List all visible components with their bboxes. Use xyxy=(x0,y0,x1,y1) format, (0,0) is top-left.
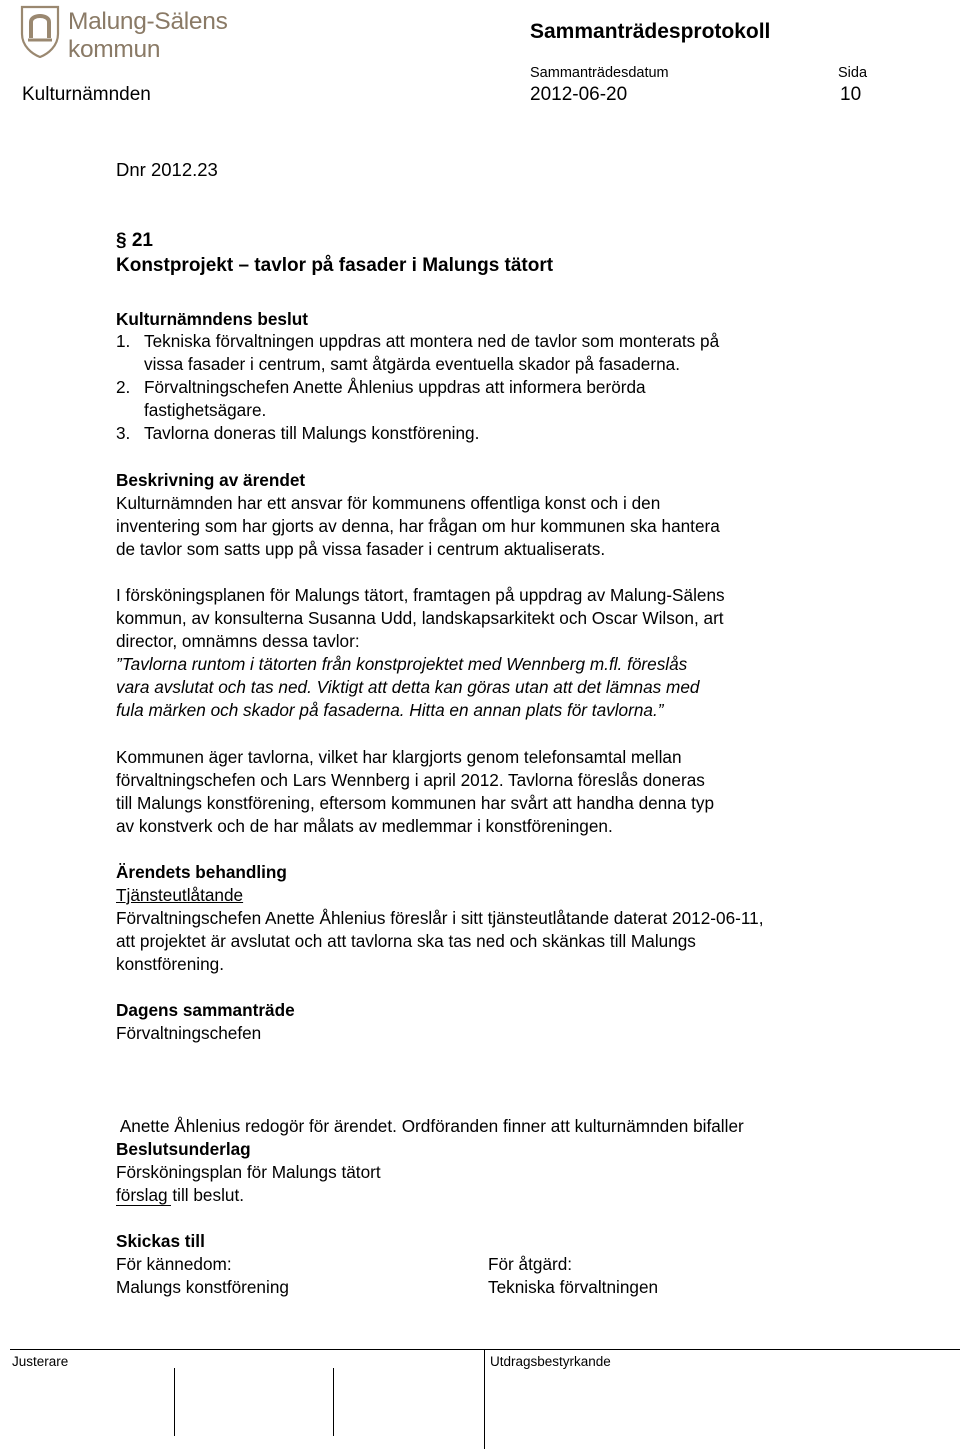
text-line: förslag till beslut. xyxy=(116,1185,245,1205)
justerare-label: Justerare xyxy=(12,1354,69,1369)
decision-item-number: 2. xyxy=(116,377,131,397)
info-label: För kännedom: xyxy=(116,1254,232,1274)
text-line: director, omnämns dessa tavlor: xyxy=(116,631,360,651)
text-line: Anette Åhlenius redogör för ärendet. Ordföranden finner att kulturnämnden bifaller xyxy=(116,1116,744,1136)
text-line: inventering som har gjorts av denna, har frågan om hur kommunen ska hantera xyxy=(116,516,720,536)
document-type: Sammanträdesprotokoll xyxy=(530,20,771,43)
text-line: Förvaltningschefen Anette Åhlenius föreslår i sitt tjänsteutlåtande daterat 2012-06-11, xyxy=(116,908,764,928)
quote-line: ”Tavlorna runtom i tätorten från konstprojektet med Wennberg m.fl. föreslås xyxy=(116,654,688,674)
signature-divider xyxy=(333,1368,334,1436)
decision-item-number: 1. xyxy=(116,331,131,351)
decision-list xyxy=(116,330,864,445)
decision-heading: Kulturnämndens beslut xyxy=(116,309,308,329)
handling-text xyxy=(116,907,856,976)
text-line: att projektet är avslutat och att tavlorna ska tas ned och skänkas till Malungs xyxy=(116,931,696,951)
meeting-role: Förvaltningschefen xyxy=(116,1023,262,1043)
quote-line: fula märken och skador på fasaderna. Hitta en annan plats för tavlorna.” xyxy=(116,700,664,720)
text-line: till Malungs konstförening, eftersom kommunen har svårt att handha denna typ xyxy=(116,793,715,813)
basis-item: Försköningsplan för Malungs tätort xyxy=(116,1162,381,1182)
signature-divider xyxy=(174,1368,175,1436)
text-line: de tavlor som satts upp på vissa fasader i centrum aktualiserats. xyxy=(116,539,606,559)
org-name: Malung-Sälens kommun xyxy=(68,8,228,63)
text-line: av konstverk och de har målats av medlemmar i konstföreningen. xyxy=(116,816,613,836)
municipality-logo xyxy=(18,4,308,63)
action-recipient: Tekniska förvaltningen xyxy=(488,1277,659,1297)
decision-item xyxy=(116,422,864,445)
text-line: I försköningsplanen för Malungs tätort, framtagen på uppdrag av Malung-Sälens xyxy=(116,585,725,605)
info-recipient: Malungs konstförening xyxy=(116,1277,289,1297)
text-line: Kommunen äger tavlorna, vilket har klargjorts genom telefonsamtal mellan xyxy=(116,747,682,767)
decision-item-line: Tekniska förvaltningen uppdras att montera ned de tavlor som monterats på xyxy=(144,331,720,351)
text-line: konstförening. xyxy=(116,954,224,974)
text-line: förvaltningschefen och Lars Wennberg i april 2012. Tavlorna föreslås doneras xyxy=(116,770,705,790)
case-number: Dnr 2012.23 xyxy=(116,159,218,180)
description-paragraph-3 xyxy=(116,746,856,838)
committee-name: Kulturnämnden xyxy=(22,84,151,105)
page-label: Sida xyxy=(838,65,868,81)
quote-line: vara avslutat och tas ned. Viktigt att detta kan göras utan att det lämnas med xyxy=(116,677,700,697)
utdrag-label: Utdragsbestyrkande xyxy=(490,1354,611,1369)
decision-item-number: 3. xyxy=(116,423,131,443)
meeting-heading: Dagens sammanträde xyxy=(116,1000,295,1020)
handling-subheading: Tjänsteutlåtande xyxy=(116,885,244,905)
text-line: Kulturnämnden har ett ansvar för kommunens offentliga konst och i den xyxy=(116,493,661,513)
date-label: Sammanträdesdatum xyxy=(530,65,669,81)
signature-divider xyxy=(484,1349,485,1449)
description-heading: Beskrivning av ärendet xyxy=(116,470,306,490)
decision-item-line: Tavlorna doneras till Malungs konstförening. xyxy=(144,423,480,443)
decision-item-line: vissa fasader i centrum, samt åtgärda eventuella skador på fasaderna. xyxy=(144,354,680,374)
decision-item-line: fastighetsägare. xyxy=(144,400,267,420)
decision-item-line: Förvaltningschefen Anette Åhlenius uppdras att informera berörda xyxy=(144,377,646,397)
decision-item xyxy=(116,330,864,376)
text-line: kommun, av konsulterna Susanna Udd, landskapsarkitekt och Oscar Wilson, art xyxy=(116,608,724,628)
sent-to-heading: Skickas till xyxy=(116,1231,205,1251)
page-number: 10 xyxy=(840,84,862,105)
description-paragraph-2 xyxy=(116,584,856,722)
decision-item xyxy=(116,376,864,422)
meeting-date: 2012-06-20 xyxy=(530,84,628,105)
coat-of-arms-icon xyxy=(18,4,62,58)
case-title: Konstprojekt – tavlor på fasader i Malungs tätort xyxy=(116,255,554,276)
paragraph-number: § 21 xyxy=(116,230,153,251)
handling-heading: Ärendets behandling xyxy=(116,862,287,882)
basis-heading: Beslutsunderlag xyxy=(116,1139,251,1159)
description-paragraph-1 xyxy=(116,492,856,561)
separator-line xyxy=(116,1205,171,1206)
action-label: För åtgärd: xyxy=(488,1254,573,1274)
